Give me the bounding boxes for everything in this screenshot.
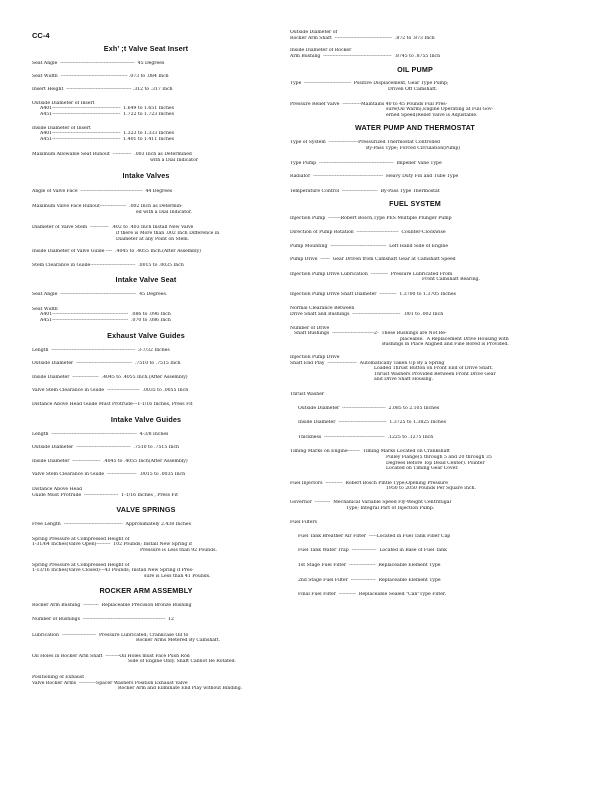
spec-row: Length ------------------------------------------------------- 4-3/8 Inches bbox=[32, 431, 169, 437]
spec-continuation: Bushings in Place Aligned and Fine Bored is Provided. bbox=[382, 342, 509, 348]
spec-row: Shaft End Play ------------------- Automatically Taken Up By a Spring bbox=[290, 360, 445, 366]
spec-continuation: Pressure is Less than 92 Pounds. bbox=[140, 547, 217, 553]
spec-continuation: Rocker Arms Metered By Camshaft. bbox=[136, 638, 221, 644]
spec-row: Governor ---------- Mechanical Variable Speed Fly-Weight Centrifugal bbox=[290, 499, 451, 505]
spec-row: Pump Mounting ------------------------------------ Left Hand Side of Engine bbox=[290, 243, 449, 249]
spec-row: Maximum Allowable Seat Runout ------------ .003 Inch as Determined bbox=[32, 152, 192, 158]
spec-continuation: Type; Integral Part of Injection Pump. bbox=[346, 505, 435, 511]
spec-row: Pump Drive ------ Gear Driven from Camshaft Gear at Camshaft Speed bbox=[290, 257, 456, 263]
spec-row: A401-------------------------------------------- 1.649 to 1.651 Inches bbox=[40, 106, 174, 112]
section-heading: ROCKER ARM ASSEMBLY bbox=[99, 586, 193, 596]
spec-continuation: erned Speed)Relief Valve is Adjustable. bbox=[386, 112, 478, 118]
spec-row: 2nd Stage Fuel Filter ---------------- Replaceable Element Type bbox=[298, 577, 441, 583]
spec-row: Rocker Arm Bushing ---------- Replaceable Precision Bronze Bushing bbox=[32, 603, 192, 609]
spec-row: Free Length -------------------------------------- Approximately 2.438 Inches bbox=[32, 522, 191, 528]
spec-continuation: Front Camshaft Bearing. bbox=[422, 277, 480, 283]
spec-continuation: Pulley Flange(5 through 5 and 20 through 35 bbox=[386, 454, 492, 460]
spec-continuation: ed with a Dial Indicator. bbox=[136, 209, 193, 215]
section-heading: Intake Valve Guides bbox=[110, 414, 182, 424]
spec-continuation: and Drive Shaft Housing. bbox=[374, 377, 433, 383]
spec-row: Pressure Relief Valve ------------Maintains 40 to 45 Pounds Full Pres- bbox=[290, 101, 448, 107]
section-heading: OIL PUMP bbox=[397, 65, 433, 75]
spec-row: Temperature Control ----------------------- By-Pass Type Thermostat bbox=[290, 188, 440, 194]
spec-row: Seat Angle ------------------------------------------------ 45 Degrees bbox=[32, 61, 165, 66]
spec-row: Outside Diameter ----------------------------------- .7510 to .7515 Inch bbox=[32, 445, 180, 451]
spec-continuation: Thrust Washers Provided Between Front Drive Gear bbox=[374, 371, 496, 377]
right-column bbox=[290, 30, 540, 598]
spec-row: Guide Must Protrude ---------------------- 1-1/16 Inches , Press Fit bbox=[32, 492, 178, 498]
spec-row: Outside Diameter ---------------------------- 2.085 to 2.105 Inches bbox=[298, 405, 440, 411]
spec-continuation: sure is Less than 41 Pounds. bbox=[144, 573, 211, 579]
spec-continuation: Side of Engine Only. Shaft Cannot Be Rotated. bbox=[128, 659, 237, 665]
spec-row: Valve Stem Clearance in Guide ------------------- .0015 to .0035 Inch bbox=[32, 472, 186, 478]
spec-row: Outside Diameter ------------------------------------ .7510 to .7515 Inch bbox=[32, 361, 181, 367]
spec-row: Number of Drive bbox=[290, 325, 330, 331]
spec-row: Spring Pressure at Compressed Height of bbox=[32, 562, 130, 568]
section-heading: VALVE SPRINGS bbox=[116, 505, 176, 515]
spec-row: Spring Pressure at Compressed Height of bbox=[32, 536, 130, 542]
spec-row: Type of System -------------------Pressurized Thermostat Controlled bbox=[290, 140, 440, 146]
spec-row: Direction of Pump Rotation --------------------------- Counter-Clockwise bbox=[290, 229, 446, 235]
spec-row: Rocker Arm Shaft ------------------------------------- .872 to .873 Inch bbox=[290, 35, 435, 41]
spec-row: Normal Clearance Between bbox=[290, 306, 355, 312]
spec-row: Angle of Valve Face ---------------------------------------- 44 Degrees bbox=[32, 188, 173, 194]
spec-row: Inside Diameter of Insert bbox=[32, 125, 91, 131]
spec-continuation: Loaded Thrust Button on Front End of Drive Shaft. bbox=[374, 366, 493, 372]
spec-row: Fuel Filters bbox=[290, 520, 318, 526]
spec-row: Injection Pump Drive bbox=[290, 355, 340, 361]
spec-row: 1-31/64 Inches(Valve Open)--------- 102 Pounds; Install New Spring if bbox=[32, 542, 192, 548]
spec-row: Outside Diameter of Insert bbox=[32, 100, 95, 106]
spec-continuation: with a Dial Indicator bbox=[150, 157, 198, 163]
spec-row: Outside Diameter of bbox=[290, 30, 338, 35]
spec-continuation: Degrees Before Top Dead Center). Pointer bbox=[386, 460, 485, 466]
spec-row: Seat Width bbox=[32, 306, 58, 312]
spec-row: Lubrication ---------------------- Pressure Lubricated; Crankcase Oil to bbox=[32, 632, 189, 638]
section-heading: WATER PUMP AND THERMOSTAT bbox=[355, 123, 475, 133]
spec-row: Radiator --------------------------------------------- Heavy Duty Fin and Tube Type bbox=[290, 174, 459, 180]
spec-row: Shaft Bushings ---------------------------2- These Bushings are Not Re- bbox=[294, 331, 447, 337]
spec-row: Injection Pump Drive Lubrication ----------- Pressure Lubricated From bbox=[290, 271, 453, 277]
spec-row: Arm Bushing -------------------------------------------- .8745 to .8755 Inch bbox=[290, 53, 441, 59]
spec-row: Valve Stem Clearance in Guide --------------------- .0035 to .0055 Inch bbox=[32, 388, 189, 394]
spec-row: A451-------------------------------------------- 1.722 to 1.723 Inches bbox=[40, 111, 174, 117]
spec-row: Stem Clearance in Guide----------------------------- .0015 to .0035 Inch bbox=[32, 262, 184, 268]
spec-row: Positioning of Exhaust bbox=[32, 674, 85, 680]
spec-row: Inside Diameter ------------------ .4045 to .4055 Inch(After Assembly) bbox=[32, 458, 188, 464]
spec-continuation: if there is More than .002 Inch Difference in bbox=[116, 230, 220, 236]
spec-row: Injection Pump Drive Shaft Diameter ----------- 1.3700 to 1.3705 Inches bbox=[290, 291, 456, 297]
spec-row: Fuel Injectors ----------- Robert Bosch Pintle Type;Opening Pressure bbox=[290, 480, 448, 486]
spec-row: Final Fuel Filter ----------- Replaceable Sealed "Can"Type Filter. bbox=[298, 592, 447, 598]
spec-row: 1-13/16 Inches(Valve Closed)---43 Pounds; Install New Spring if Pres- bbox=[32, 568, 194, 574]
section-heading: FUEL SYSTEM bbox=[389, 199, 441, 209]
spec-row: Thickness --------------------------------------- .1225 to .1275 Inch bbox=[298, 434, 434, 440]
spec-row: Oil Holes in Rocker Arm Shaft ---------Oil Holes must Face Push Rod bbox=[32, 653, 190, 659]
spec-row: Maximum Valve Face Runout----------------- .002 Inch as Determin- bbox=[32, 204, 183, 210]
spec-continuation: Driven Off Camshaft. bbox=[388, 86, 438, 92]
spec-row: Inside Diameter ----------------- .4045 to .4055 Inch.(After Assembly) bbox=[32, 374, 188, 380]
spec-row: Inside Diameter of Valve Guide ---- .4045 to .4055 Inch.(After Assembly) bbox=[32, 249, 201, 255]
section-heading: Intake Valve Seat bbox=[115, 275, 177, 285]
spec-row: A401------------------------------------------------- .086 to .096 Inch bbox=[40, 312, 171, 318]
spec-row: Fuel Tank Water Trap ---------------- Located in Base of Fuel Tank bbox=[298, 548, 447, 554]
section-heading: Intake Valves bbox=[122, 170, 170, 180]
spec-row: 1st Stage Fuel Filter ----------------- Replaceable Element Type bbox=[298, 562, 441, 568]
spec-continuation: Diameter at any Point on Stem. bbox=[116, 236, 190, 242]
left-column bbox=[32, 40, 260, 692]
spec-row: Distance Above Head Guide Must Protrude---1-1/16 Inches, Press Fit bbox=[32, 402, 193, 408]
page-id: CC-4 bbox=[32, 31, 50, 40]
spec-row: Drive Shaft and Bushings ------------------------------- .001 to .002 Inch bbox=[290, 312, 444, 318]
spec-row: Insert Height ------------------------------------------ .312 to .317 Inch bbox=[32, 87, 173, 93]
spec-row: Inside Diameter ------------------------------- 1.3725 to 1.3825 Inches bbox=[298, 420, 446, 426]
section-heading: Exh’ ;t Valve Seat Insert bbox=[103, 44, 189, 53]
spec-row: A451------------------------------------------------- .070 to .086 Inch bbox=[40, 318, 171, 324]
spec-row: Injection Pump --------Robert Bosch,Type PES Multiple Plunger Pump bbox=[290, 216, 452, 222]
spec-row: Fuel Tank Breather Air Filter -----Located in Fuel Tank Filler Cap bbox=[298, 533, 451, 539]
spec-row: Inside Diameter of Rocker bbox=[290, 48, 352, 54]
spec-row: Distance Above Head bbox=[32, 487, 83, 492]
spec-continuation: placeable. A Replacement Drive Housing with bbox=[400, 336, 509, 342]
section-heading: Exhaust Valve Guides bbox=[107, 330, 185, 340]
spec-row: Number of Bushings ----------------------------------------------------- 12 bbox=[32, 616, 174, 622]
spec-continuation: 1950 to 2050 Pounds Per Square Inch. bbox=[386, 486, 476, 492]
spec-continuation: Located on Timing Gear Cover. bbox=[386, 466, 459, 472]
spec-continuation: sure(Oil Warm),Engine Operating at Full Gov- bbox=[386, 107, 494, 113]
spec-row: Seat Angle ------------------------------------------------- 45 Degrees. bbox=[32, 292, 168, 298]
spec-continuation: Rocker Arm and Eliminate End Play without Binding. bbox=[118, 686, 243, 692]
spec-row: Seat Width ------------------------------------------- .073 to .084 Inch bbox=[32, 73, 169, 79]
spec-row: A451-------------------------------------------- 1.401 to 1.411 Inches bbox=[40, 136, 174, 142]
spec-row: Thrust Washer bbox=[290, 392, 325, 397]
spec-row: A401-------------------------------------------- 1.323 to 1.333 Inches bbox=[40, 131, 174, 137]
spec-row: Diameter of Valve Stem ------------ .402 to .403 Inch Install New Valve bbox=[32, 225, 194, 231]
spec-row: Type Pump ------------------------------------------------ Impeller Vane Type bbox=[290, 160, 442, 166]
spec-row: Timing Marks on Engine-------- Timing Marks Located on Crankshaft bbox=[290, 449, 450, 455]
spec-continuation: By-Pass Type; Forced Circulation(Pump) bbox=[366, 145, 461, 151]
spec-row: Type ------------------------------ Positive Displacement, Gear Type Pump; bbox=[290, 81, 449, 87]
spec-row: Valve Rocker Arms -----------Spacer Washers Position Exhaust Valve bbox=[32, 680, 188, 686]
spec-row: Length ------------------------------------------------------ 3-7/32 Inches bbox=[32, 347, 170, 353]
